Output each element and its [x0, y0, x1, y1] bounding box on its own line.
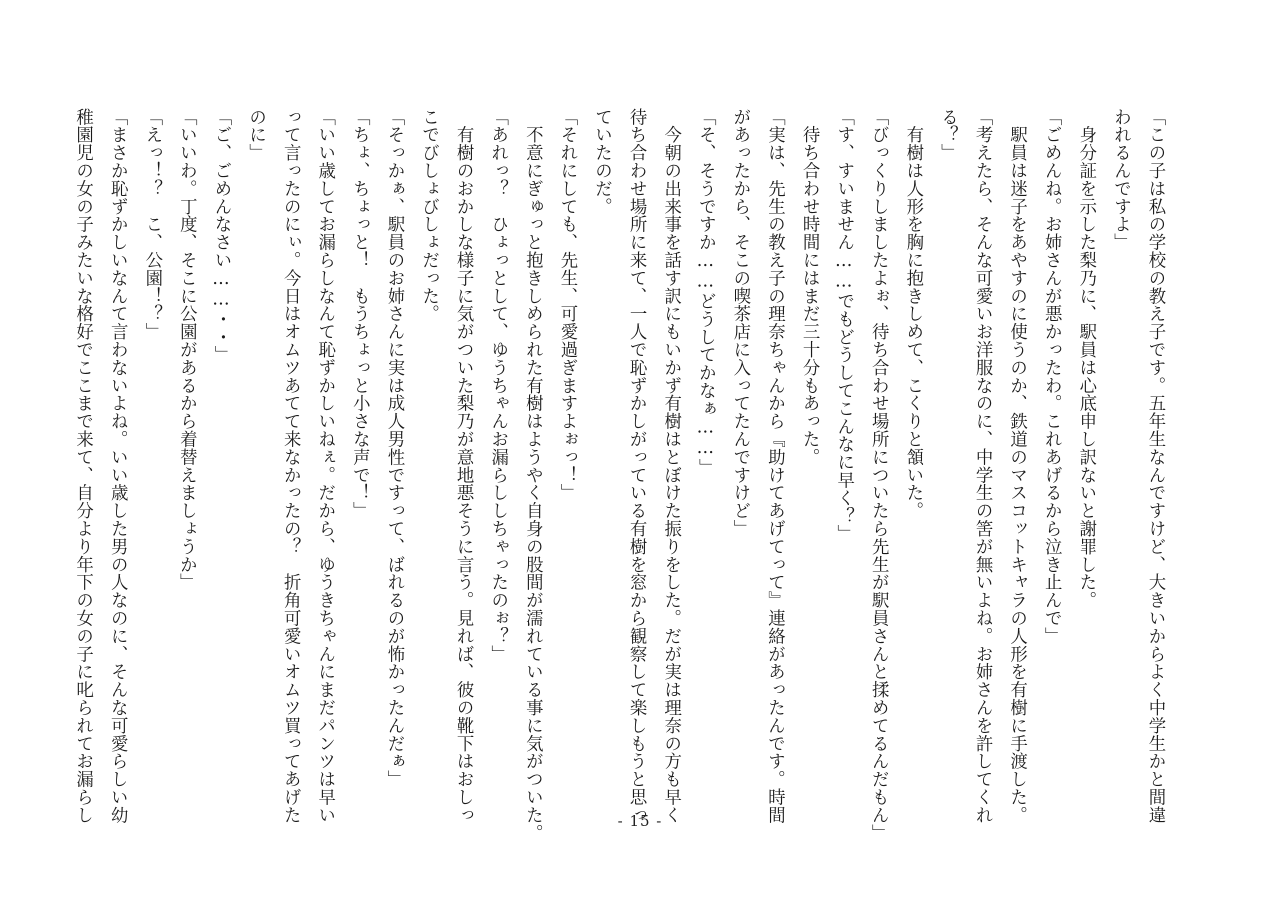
text-line: こでびしょびしょだった。: [418, 108, 439, 323]
text-line: われるんですよ」: [1110, 108, 1131, 252]
text-line: 「いいわ。丁度、そこに公園があるから着替えましょうか」: [176, 108, 197, 592]
text-line: 有樹のおかしな様子に気がついた梨乃が意地悪そうに言う。見れば、彼の靴下はおしっ: [453, 108, 474, 824]
text-line: 「考えたら、そんな可愛いお洋服なのに、中学生の筈が無いよね。お姉さんを許してくれ: [972, 108, 993, 824]
text-line: 「まさか恥ずかしいなんて言わないよね。いい歳した男の人なのに、そんな可愛らしい幼: [107, 108, 128, 824]
text-line: 「この子は私の学校の教え子です。五年生なんですけど、大きいからよく中学生かと間違: [1145, 108, 1165, 824]
text-line: 待ち合わせ時間にはまだ三十分もあった。: [799, 108, 820, 466]
text-line: 「実は、先生の教え子の理奈ちゃんから『助けてあげてって』連絡があったんです。時間: [764, 108, 785, 824]
text-line: 「あれっ？ ひょっとして、ゆうちゃんお漏らししちゃったのぉ？」: [487, 108, 508, 663]
text-line: 「えっ！？ こ、公園！？」: [141, 108, 162, 341]
text-line: 待ち合わせ場所に来て、一人で恥ずかしがっている有樹を窓から観察して楽しもうと思っ: [626, 108, 647, 824]
text-line: 「それにしても、先生、可愛過ぎますよぉっ！」: [556, 108, 577, 502]
text-line: 「そ、そうですか……どうしてかなぁ……」: [695, 108, 716, 477]
text-line: があったから、そこの喫茶店に入ってたんですけど」: [729, 108, 750, 538]
text-line: 不意にぎゅっと抱きしめられた有樹はようやく自身の股間が濡れている事に気がついた。: [522, 108, 543, 842]
text-line: 身分証を示した梨乃に、駅員は心底申し訳ないと謝罪した。: [1075, 108, 1096, 610]
text-line: 稚園児の女の子みたいな格好でここまで来て、自分より年下の女の子に叱られてお漏らし: [72, 108, 93, 824]
text-line: 「す、すいません……でもどうしてこんなに早く？」: [833, 108, 854, 543]
text-line: 「そっかぁ、駅員のお姉さんに実は成人男性ですって、ばれるのが怖かったんだぁ」: [383, 108, 404, 789]
text-line: 今朝の出来事を話す訳にもいかず有樹はとぼけた振りをした。だが実は理奈の方も早く: [660, 108, 681, 824]
text-line: ていたのだ。: [591, 108, 612, 216]
text-line: 「ちょ、ちょっと！ もうちょっと小さな声で！」: [349, 108, 370, 520]
text-line: 駅員は迷子をあやすのに使うのか、鉄道のマスコットキャラの人形を有樹に手渡した。: [1006, 108, 1027, 824]
page-number: - 15 -: [617, 812, 663, 830]
text-line: 「びっくりしましたよぉ、待ち合わせ場所についたら先生が駅員さんと揉めてるんだもん」: [868, 108, 889, 842]
text-line: 有樹は人形を胸に抱きしめて、こくりと頷いた。: [902, 108, 923, 520]
text-line: のに」: [245, 108, 266, 162]
text-line: 「ご、ごめんなさい……・・」: [210, 108, 231, 364]
text-line: 「ごめんね。お姉さんが悪かったわ。これあげるから泣き止んで」: [1041, 108, 1062, 645]
text-line: 「いい歳してお漏らしなんて恥ずかしいねぇ。だから、ゆうきちゃんにまだパンツは早い: [314, 108, 335, 824]
text-line: る？」: [937, 108, 958, 162]
text-line: って言ったのにぃ。今日はオムツあてて来なかったの？ 折角可愛いオムツ買ってあげた: [280, 108, 301, 824]
